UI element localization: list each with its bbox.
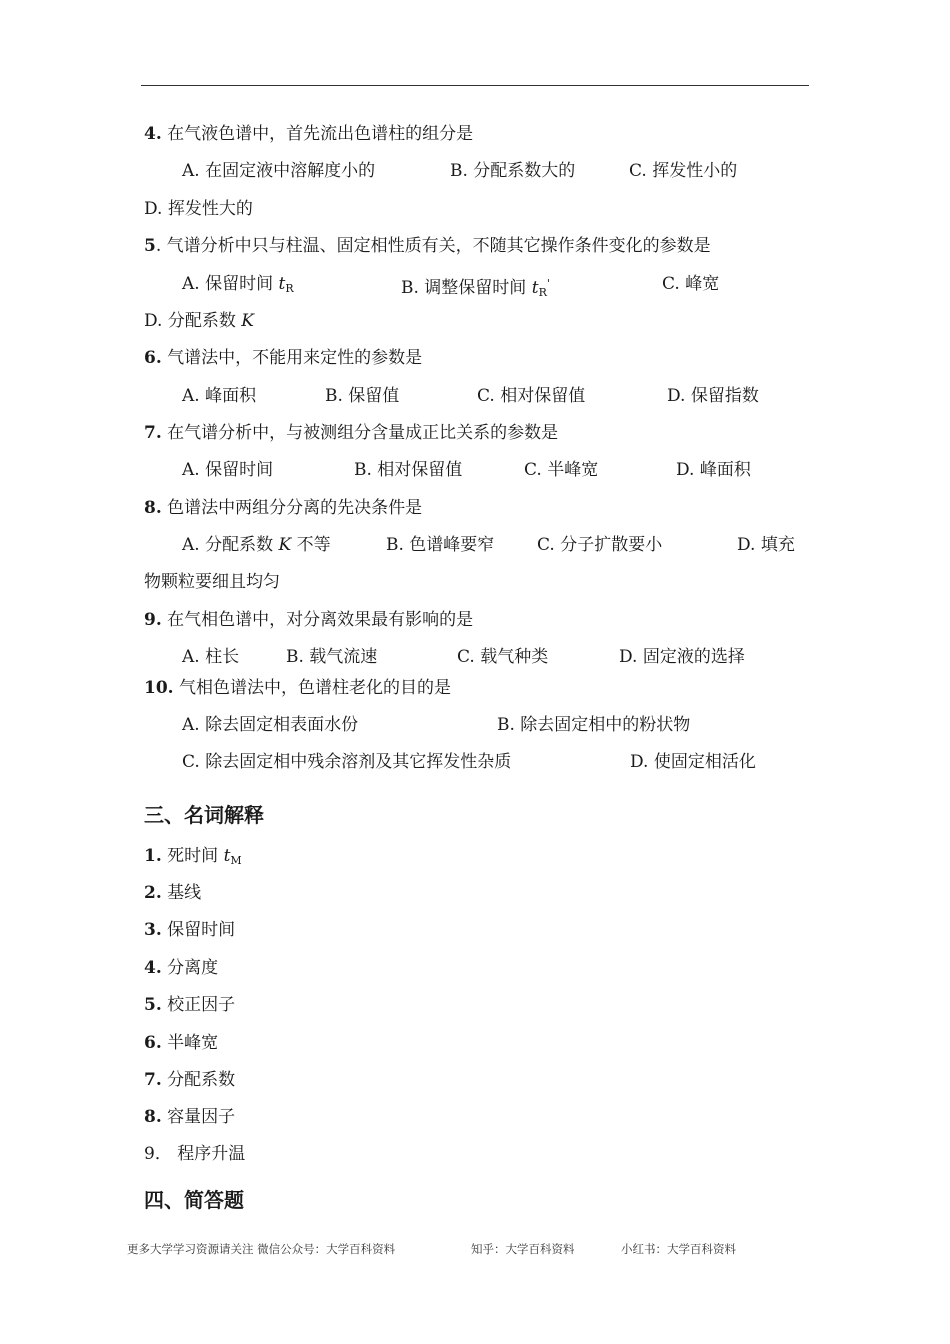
term-number: 5. <box>144 995 162 1015</box>
term-text: 半峰宽 <box>167 1033 219 1053</box>
footer-zhihu-text: 知乎：大学百科资料 <box>471 1242 575 1256</box>
question-9-stem <box>144 609 473 631</box>
term-number: 7. <box>144 1070 162 1090</box>
question-4-option-d: D. 挥发性大的 <box>144 199 253 219</box>
term-number: 3. <box>144 920 162 940</box>
question-6-option-d: D. 保留指数 <box>667 386 759 406</box>
term-text: 保留时间 <box>167 920 236 940</box>
question-7-option-b: B. 相对保留值 <box>354 460 463 480</box>
question-4-stem <box>144 123 473 145</box>
question-5-option-c: C. 峰宽 <box>662 274 720 294</box>
header-rule <box>141 85 809 86</box>
section-heading-short-answer: 四、简答题 <box>144 1188 244 1212</box>
question-text: 气谱法中，不能用来定性的参数是 <box>167 348 423 368</box>
term-item <box>144 882 201 904</box>
question-number: 4. <box>144 124 162 144</box>
question-10-option-b: B. 除去固定相中的粉状物 <box>497 715 691 735</box>
section-heading-definitions: 三、名词解释 <box>144 803 264 827</box>
question-6-option-a: A. 峰面积 <box>182 386 257 406</box>
question-9-option-b: B. 载气流速 <box>286 647 378 667</box>
term-item <box>144 994 235 1016</box>
question-6-option-b: B. 保留值 <box>325 386 400 406</box>
footer-xiaohongshu-text: 小红书：大学百科资料 <box>621 1242 736 1256</box>
question-10-option-d: D. 使固定相活化 <box>630 752 756 772</box>
question-10-stem <box>144 677 451 699</box>
subscript: R <box>285 282 294 295</box>
question-9-option-c: C. 载气种类 <box>457 647 549 667</box>
question-number: 6. <box>144 348 162 368</box>
variable: t <box>223 846 231 866</box>
question-10-option-a: A. 除去固定相表面水份 <box>182 715 359 735</box>
term-number: 1. <box>144 846 162 866</box>
variable: K <box>241 311 254 331</box>
term-text: 分配系数 <box>167 1070 236 1090</box>
question-text: 在气谱分析中，与被测组分含量成正比关系的参数是 <box>167 423 559 443</box>
footer-wechat-text: 更多大学学习资源请关注 微信公众号：大学百科资料 <box>127 1242 396 1256</box>
option-text: A. 分配系数 <box>182 535 279 555</box>
term-number: 8. <box>144 1107 162 1127</box>
question-7-option-c: C. 半峰宽 <box>524 460 599 480</box>
term-item <box>144 1106 235 1128</box>
term-text: 分离度 <box>167 958 219 978</box>
subscript: M <box>230 854 242 867</box>
question-10-option-c: C. 除去固定相中残余溶剂及其它挥发性杂质 <box>182 752 512 772</box>
option-text: D. 分配系数 <box>144 311 242 331</box>
question-5-option-b <box>401 273 550 304</box>
question-number: 5 <box>144 236 156 256</box>
question-4-option-a: A. 在固定液中溶解度小的 <box>182 161 376 181</box>
question-6-stem <box>144 347 422 369</box>
question-9-option-d: D. 固定液的选择 <box>619 647 745 667</box>
variable: t <box>531 278 539 298</box>
question-8-option-b: B. 色谱峰要窄 <box>386 535 495 555</box>
question-text: 气相色谱法中，色谱柱老化的目的是 <box>178 678 451 698</box>
term-text: 校正因子 <box>167 995 236 1015</box>
question-5-option-a <box>182 273 294 300</box>
term-item <box>144 957 218 979</box>
subscript: R <box>538 286 547 299</box>
term-text: 基线 <box>167 883 202 903</box>
term-number: 6. <box>144 1033 162 1053</box>
variable: t <box>278 274 286 294</box>
question-number: 10. <box>144 678 174 698</box>
question-8-option-d: D. 填充 <box>737 535 795 555</box>
question-7-option-d: D. 峰面积 <box>676 460 751 480</box>
question-number: 8. <box>144 498 162 518</box>
term-item <box>144 1069 235 1091</box>
term-item <box>144 1143 245 1165</box>
term-item <box>144 919 235 941</box>
question-5-option-d <box>144 310 254 332</box>
question-number: 7. <box>144 423 162 443</box>
question-6-option-c: C. 相对保留值 <box>477 386 586 406</box>
option-text: 不等 <box>291 535 331 555</box>
term-item <box>144 845 242 872</box>
option-text: B. 调整保留时间 <box>401 278 532 298</box>
term-number: 2. <box>144 883 162 903</box>
question-8-stem <box>144 497 422 519</box>
term-item <box>144 1032 218 1054</box>
question-text: 色谱法中两组分分离的先决条件是 <box>167 498 423 518</box>
term-number: 4. <box>144 958 162 978</box>
question-text: 在气液色谱中，首先流出色谱柱的组分是 <box>167 124 474 144</box>
question-8-option-a <box>182 534 331 556</box>
question-8-option-d-continued: 物颗粒要细且均匀 <box>144 572 280 592</box>
term-text: 容量因子 <box>167 1107 236 1127</box>
variable: K <box>278 535 292 555</box>
prime-mark: ' <box>546 277 550 290</box>
question-text: 在气相色谱中，对分离效果最有影响的是 <box>167 610 474 630</box>
term-text: 死时间 <box>167 846 224 866</box>
question-4-option-b: B. 分配系数大的 <box>450 161 576 181</box>
question-8-option-c: C. 分子扩散要小 <box>537 535 663 555</box>
term-number: 9． <box>144 1144 172 1164</box>
question-7-option-a: A. 保留时间 <box>182 460 274 480</box>
option-text: A. 保留时间 <box>182 274 279 294</box>
question-7-stem <box>144 422 558 444</box>
question-9-option-a: A. 柱长 <box>182 647 240 667</box>
question-5-stem <box>144 235 711 257</box>
term-text: 程序升温 <box>177 1144 246 1164</box>
question-number: 9. <box>144 610 162 630</box>
question-4-option-c: C. 挥发性小的 <box>629 161 738 181</box>
question-text: . 气谱分析中只与柱温、固定相性质有关，不随其它操作条件变化的参数是 <box>155 236 711 256</box>
